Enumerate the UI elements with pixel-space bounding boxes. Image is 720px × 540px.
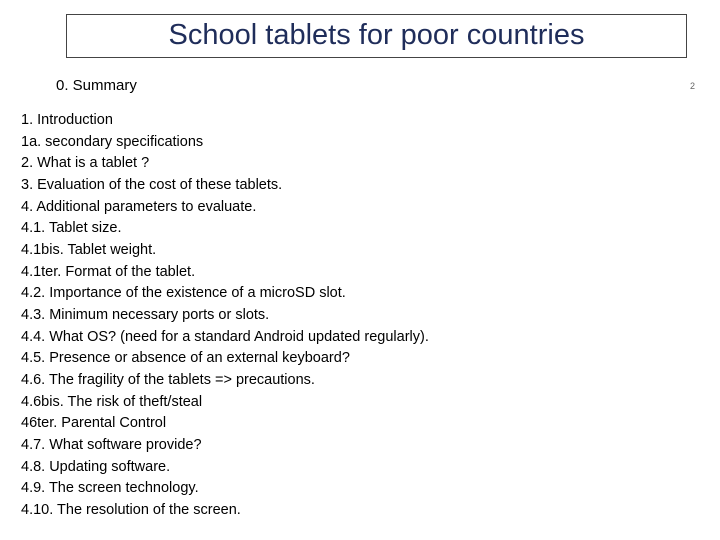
summary-item: 4.10. The resolution of the screen. [21,501,241,518]
summary-item: 4.6. The fragility of the tablets => precautions. [21,371,315,388]
summary-item: 46ter. Parental Control [21,415,167,432]
summary-item: 4.1. Tablet size. [21,220,122,237]
summary-item: 4.5. Presence or absence of an external keyboard? [21,350,350,367]
summary-item: 4.4. What OS? (need for a standard Android updated regularly). [21,328,429,345]
summary-item: 4.3. Minimum necessary ports or slots. [21,306,270,323]
slide-title: School tablets for poor countries [168,19,585,51]
summary-item: 1. Introduction [21,112,113,128]
summary-item: 4.8. Updating software. [21,458,171,475]
summary-item: 1a. secondary specifications [21,133,204,150]
summary-item: 4.1ter. Format of the tablet. [21,263,196,280]
page-number: 2 [690,81,696,91]
summary-item: 2. What is a tablet ? [21,155,150,172]
summary-item: 4.2. Importance of the existence of a microSD slot. [21,285,346,302]
section-heading: 0. Summary [56,77,137,94]
summary-list [21,110,429,521]
title-box [66,14,687,58]
summary-item: 4.9. The screen technology. [21,480,199,497]
summary-item: 4.1bis. Tablet weight. [21,241,157,258]
summary-item: 4.6bis. The risk of theft/steal [21,393,203,410]
summary-item: 3. Evaluation of the cost of these tablets. [21,176,283,193]
summary-item: 4.7. What software provide? [21,436,202,453]
summary-item: 4. Additional parameters to evaluate. [21,198,257,215]
